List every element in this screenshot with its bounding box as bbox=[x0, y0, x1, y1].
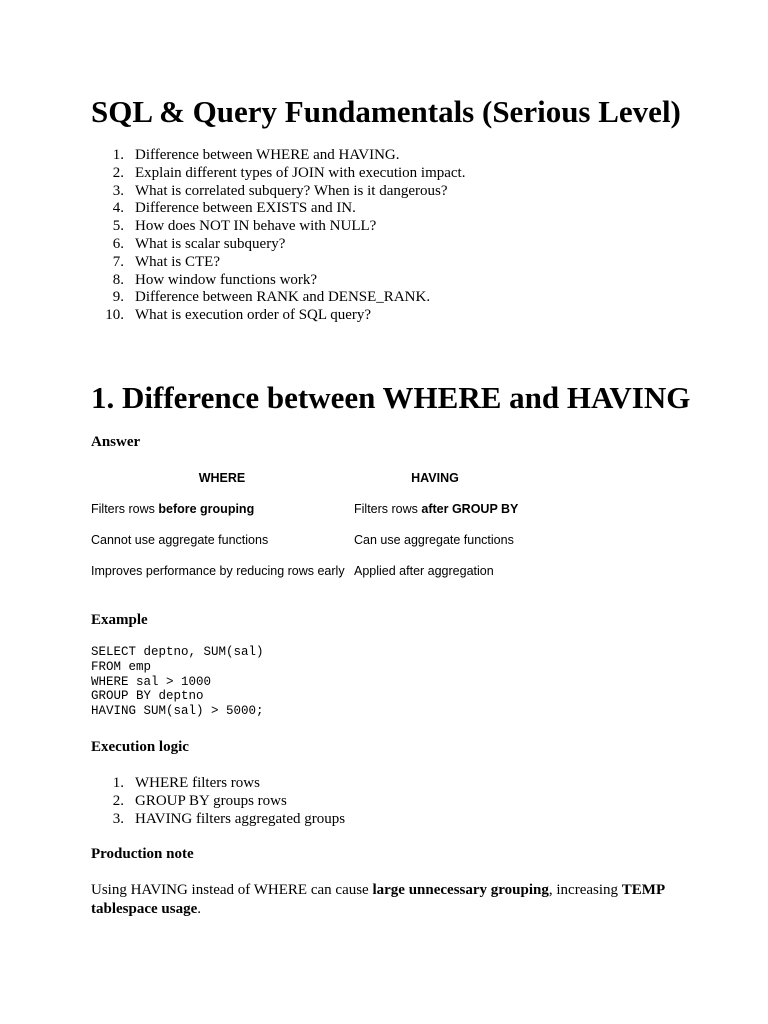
list-item bbox=[91, 236, 465, 254]
list-item bbox=[91, 810, 345, 828]
execution-heading: Execution logic bbox=[91, 739, 189, 755]
production-heading: Production note bbox=[91, 846, 194, 862]
list-text: Difference between WHERE and HAVING. bbox=[135, 147, 400, 163]
question-list bbox=[91, 147, 465, 325]
list-text: How window functions work? bbox=[135, 271, 318, 288]
list-number: 1. bbox=[112, 775, 124, 791]
list-item bbox=[91, 147, 465, 165]
list-number: 1. bbox=[112, 147, 124, 163]
table-cell-where bbox=[91, 564, 353, 578]
table-cell-having bbox=[354, 533, 554, 547]
production-note bbox=[91, 881, 681, 919]
note-text: . bbox=[197, 901, 201, 917]
note-text: Using HAVING instead of WHERE can cause bbox=[91, 882, 373, 898]
list-text: What is CTE? bbox=[135, 253, 220, 270]
list-number: 10. bbox=[105, 307, 124, 324]
cell-text: Can use aggregate functions bbox=[354, 533, 514, 547]
table-header-having: HAVING bbox=[411, 471, 459, 485]
list-text: What is correlated subquery? When is it dangerous? bbox=[135, 182, 448, 199]
list-number: 4. bbox=[112, 200, 124, 217]
cell-text: Filters rows bbox=[354, 502, 422, 516]
list-item bbox=[91, 165, 465, 183]
execution-steps-list bbox=[91, 774, 345, 828]
cell-text-bold: after GROUP BY bbox=[421, 502, 519, 516]
list-text: HAVING filters aggregated groups bbox=[135, 811, 346, 827]
cell-text-bold: before grouping bbox=[158, 502, 255, 516]
list-text: What is scalar subquery? bbox=[135, 235, 286, 252]
cell-text: Applied after aggregation bbox=[354, 564, 494, 578]
list-number: 3. bbox=[112, 182, 124, 199]
cell-text: Improves performance by reducing rows early bbox=[91, 564, 345, 578]
table-cell-where bbox=[91, 502, 353, 516]
note-text: , increasing bbox=[548, 882, 622, 898]
table-cell-where bbox=[91, 533, 353, 547]
list-number: 6. bbox=[112, 235, 124, 252]
list-item bbox=[91, 307, 465, 325]
list-item bbox=[91, 254, 465, 272]
list-text: Difference between RANK and DENSE_RANK. bbox=[135, 289, 431, 306]
example-heading: Example bbox=[91, 612, 148, 628]
answer-heading: Answer bbox=[91, 434, 141, 450]
note-text-bold: TEMP tablespace usage bbox=[91, 882, 665, 917]
list-text: How does NOT IN behave with NULL? bbox=[135, 218, 377, 235]
list-number: 5. bbox=[112, 218, 124, 235]
code-block: SELECT deptno, SUM(sal) FROM emp WHERE sal > 1000 GROUP BY deptno HAVING SUM(sal) > 5000; bbox=[91, 645, 264, 719]
table-cell-having bbox=[354, 564, 554, 578]
list-item bbox=[91, 272, 465, 290]
list-item bbox=[91, 289, 465, 307]
list-text: Explain different types of JOIN with execution impact. bbox=[135, 164, 466, 181]
list-item bbox=[91, 792, 345, 810]
cell-text: Cannot use aggregate functions bbox=[91, 533, 269, 547]
list-text: What is execution order of SQL query? bbox=[135, 307, 372, 324]
list-number: 2. bbox=[112, 164, 124, 181]
list-number: 7. bbox=[112, 253, 124, 270]
list-number: 2. bbox=[112, 793, 124, 809]
list-number: 9. bbox=[112, 289, 124, 306]
list-text: GROUP BY groups rows bbox=[135, 793, 287, 809]
list-item bbox=[91, 200, 465, 218]
list-number: 8. bbox=[112, 271, 124, 288]
list-item bbox=[91, 218, 465, 236]
table-header-where: WHERE bbox=[198, 471, 246, 485]
list-number: 3. bbox=[112, 811, 124, 827]
table-cell-having bbox=[354, 502, 554, 516]
list-text: WHERE filters rows bbox=[135, 775, 260, 791]
note-text-bold: large unnecessary grouping bbox=[372, 882, 549, 898]
list-item bbox=[91, 183, 465, 201]
list-item bbox=[91, 774, 345, 792]
page-title: SQL & Query Fundamentals (Serious Level) bbox=[91, 94, 681, 129]
cell-text: Filters rows bbox=[91, 502, 159, 516]
section-title: 1. Difference between WHERE and HAVING bbox=[91, 380, 691, 415]
list-text: Difference between EXISTS and IN. bbox=[135, 200, 356, 217]
